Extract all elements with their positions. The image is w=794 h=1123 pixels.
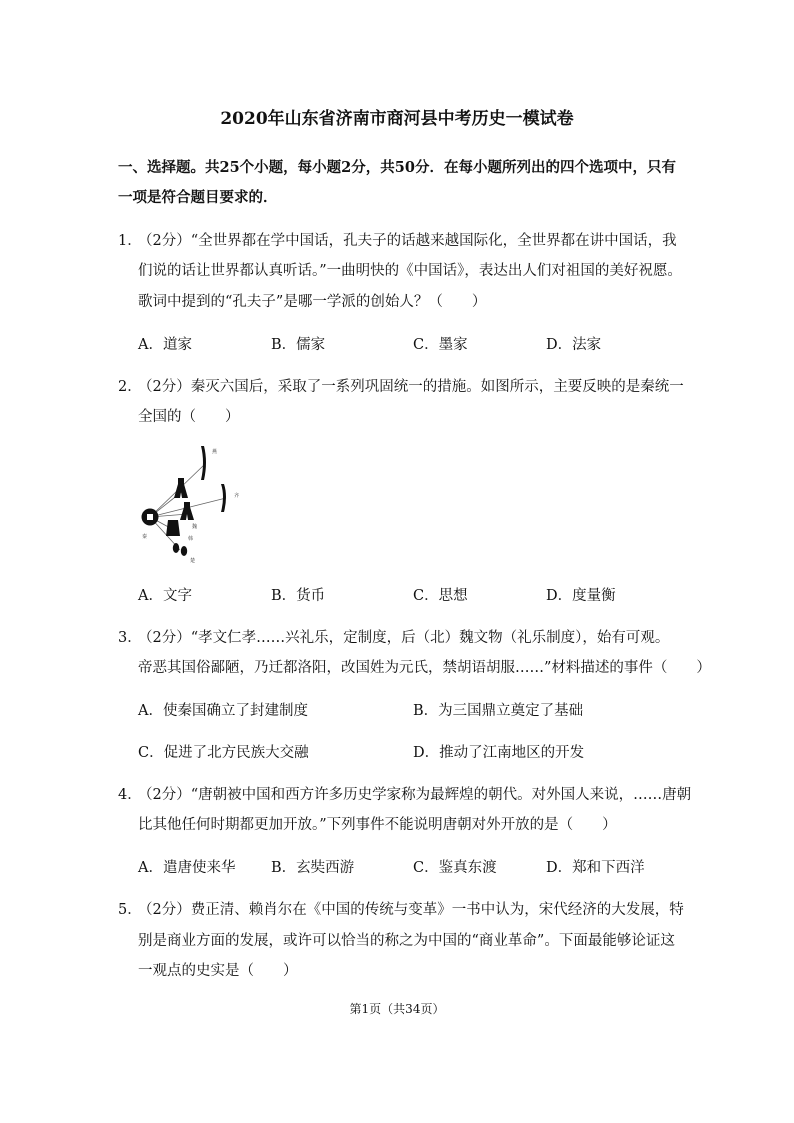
figure-label: 齐 (234, 493, 240, 499)
question-text-line: 比其他任何时期都更加开放。”下列事件不能说明唐朝对外开放的是（ ） (138, 817, 617, 833)
question-text-line: 们说的话让世界都认真听话。”一曲明快的《中国话》，表达出人们对祖国的美好祝愿。 (138, 263, 682, 279)
question-text-line: （2分）费正清、赖肖尔在《中国的传统与变革》一书中认为，宋代经济的大发展，特 (138, 902, 684, 918)
option-a: A．道家 (138, 337, 192, 353)
option-a: A．使秦国确立了封建制度 (138, 703, 308, 719)
option-a: A．遣唐使来华 (138, 860, 236, 876)
question-text-line: 帝恶其国俗鄙陋，乃迁都洛阳，改国姓为元氏，禁胡语胡服……”材料描述的事件（ ） (138, 660, 711, 676)
option-d: D．法家 (546, 337, 602, 353)
question-text-line: 歌词中提到的“孔夫子”是哪一学派的创始人？（ ） (138, 294, 487, 310)
option-c: C．鉴真东渡 (413, 860, 497, 876)
section-heading-line-1: 一、选择题。共25个小题，每小题2分，共50分．在每小题所列出的四个选项中，只有 (118, 159, 676, 176)
qi-knife-coin-icon (221, 484, 226, 512)
question-number: 5． (118, 902, 142, 918)
question-text-line: （2分）“全世界都在学中国话，孔夫子的话越来越国际化，全世界都在讲中国话，我 (138, 233, 677, 249)
figure-label: 燕 (212, 449, 218, 455)
option-d: D．郑和下西洋 (546, 860, 645, 876)
qin-banliang-coin-icon (142, 509, 159, 526)
page-title: 2020年山东省济南市商河县中考历史一模试卷 (220, 109, 574, 129)
question-number: 3． (118, 630, 142, 646)
wei-coin-icon (166, 520, 180, 536)
option-b: B．为三国鼎立奠定了基础 (413, 703, 584, 719)
question-text-line: （2分）“唐朝被中国和西方许多历史学家称为最辉煌的朝代。对外国人来说，……唐朝 (138, 787, 692, 803)
question-text-line: 全国的（ ） (138, 409, 240, 425)
question-text-line: （2分）“孝文仁孝……兴礼乐，定制度，后（北）魏文物（礼乐制度），始有可观。 (138, 630, 670, 646)
question-text-line: 别是商业方面的发展，或许可以恰当的称之为中国的“商业革命”。下面最能够论证这 (138, 933, 675, 949)
question-number: 1． (118, 233, 142, 249)
option-b: B．儒家 (271, 337, 326, 353)
question-text-line: （2分）秦灭六国后，采取了一系列巩固统一的措施。如图所示，主要反映的是秦统一 (138, 379, 684, 395)
page-footer: 第1页（共34页） (349, 1002, 445, 1016)
section-heading-line-2: 一项是符合题目要求的． (118, 189, 278, 206)
question-number: 2． (118, 379, 142, 395)
option-b: B．玄奘西游 (271, 860, 355, 876)
option-d: D．推动了江南地区的开发 (413, 745, 585, 761)
option-b: B．货币 (271, 588, 326, 604)
figure-label: 魏 (192, 524, 198, 530)
question-number: 4． (118, 787, 142, 803)
chu-ant-nose-coin-icon (173, 543, 179, 553)
figure-label: 楚 (190, 558, 196, 564)
figure-label: 韩 (188, 536, 194, 542)
option-c: C．墨家 (413, 337, 468, 353)
option-a: A．文字 (138, 588, 192, 604)
option-c: C．思想 (413, 588, 468, 604)
qin-unification-figure (138, 440, 248, 565)
question-text-line: 一观点的史实是（ ） (138, 963, 298, 979)
chu-ant-nose-coin-icon (181, 546, 187, 556)
option-d: D．度量衡 (546, 588, 616, 604)
spade-coin-icon (180, 502, 194, 520)
spade-coin-icon (174, 478, 188, 498)
figure-label: 秦 (142, 534, 148, 540)
yan-knife-coin-icon (201, 446, 206, 480)
option-c: C．促进了北方民族大交融 (138, 745, 309, 761)
